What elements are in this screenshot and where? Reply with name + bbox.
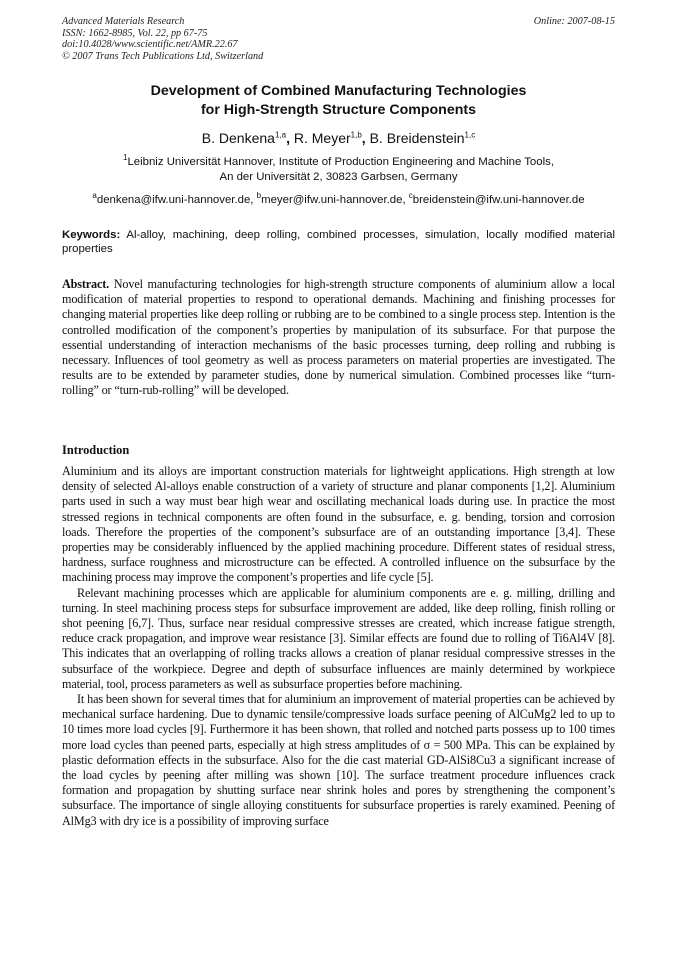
paragraph: Aluminium and its alloys are important construction materials for lightweight applications. High strength at low density of selected Al-alloys enable construction of a variety of structure and planar components [1,2]. Aluminium parts used in such a way must bear high wear and oscillating mechanical loads during use. In practice the most stressed regions in technical components are often found in the subsurface, e. g. bending, torsion and corrosion loads. Therefore the properties of the component’s subsurface are of an outstanding importance [3,4]. These properties may be considerably influenced by the applied machining procedure. Different states of residual stress, hardness, surface roughness and microstructure can be effected. A controlled influence on the subsurface by the machining process may improve the component’s properties and life cycle [5]. xyxy=(62,464,615,585)
email-list xyxy=(62,193,615,208)
title-line-2: for High-Strength Structure Components xyxy=(200,102,477,118)
keywords-label: Keywords: xyxy=(62,229,121,241)
affiliation-line-1 xyxy=(62,155,615,170)
issn-line: ISSN: 1662-8985, Vol. 22, pp 67-75 xyxy=(62,27,208,39)
paragraph: It has been shown for several times that for aluminium an improvement of material properties can be achieved by mechanical surface hardening. Due to dynamic tensile/compressive loads surface peening of AlCuMg2 led to up to 10 times more load cycles [9]. Furthermore it has been shown, that rolled and notched parts possess up to 100 times more load cycles than peened parts, especially at high stress amplitudes of σ = 500 MPa. This can be explained by plastic deformation effects in the subsurface. Also for the die cast material GD-AlSi8Cu3 a significant increase of the load cycles by peening after milling was shown [10]. The surface treatment procedure influences crack formation and propagation by shutting surface near shrink holes and pores by strengthening the component’s subsurface. The importance of single alloying constituents for subsurface properties is rarely examined. Peening of AlMg3 with dry ice is a possibility of improving surface xyxy=(62,692,615,828)
journal-header xyxy=(62,16,442,62)
title-line-1: Development of Combined Manufacturing Technologies xyxy=(150,83,527,99)
author-affiliation-mark: 1,a xyxy=(274,130,287,140)
author-list xyxy=(62,129,615,147)
author-affiliation-mark: 1,b xyxy=(350,130,362,140)
email-address: meyer@ifw.uni-hannover.de, xyxy=(261,194,409,206)
doi-line: doi:10.4028/www.scientific.net/AMR.22.67 xyxy=(62,39,238,51)
online-date: Online: 2007-08-15 xyxy=(533,16,615,27)
keywords-text: Al-alloy, machining, deep rolling, combined processes, simulation, locally modified material properties xyxy=(62,229,615,255)
author-name: B. Breidenstein xyxy=(369,130,465,146)
author-separator: , xyxy=(286,130,294,146)
affiliation-address: An der Universität 2, 30823 Garbsen, Germany xyxy=(219,171,458,183)
journal-name: Advanced Materials Research xyxy=(62,16,185,27)
email-mark: a xyxy=(92,191,97,201)
email-mark: c xyxy=(408,191,413,201)
author-name: R. Meyer xyxy=(293,130,351,146)
abstract-label: Abstract. xyxy=(62,277,110,291)
paragraph: Relevant machining processes which are applicable for aluminium components are e. g. milling, drilling and turning. In steel machining process steps for subsurface improvement are added, like deep rolling, finish rolling or shot peening [6,7]. Thus, surface near residual compressive stresses are created, which increase fatigue strength, reduce crack propagation, and improve wear resistance [3]. Similar effects are found due to rolling of Ti6Al4V [8]. This indicates that an overlapping of rolling tracks allows a creation of planar residual compressive stresses in the subsurface of the workpiece. Degree and depth of subsurface influences are mainly determined by workpiece material, tool, process parameters as well as subsurface properties before machining. xyxy=(62,585,615,691)
author-separator: , xyxy=(361,130,370,146)
email-address: breidenstein@ifw.uni-hannover.de xyxy=(412,194,585,206)
copyright-line: © 2007 Trans Tech Publications Ltd, Switzerland xyxy=(62,50,264,62)
abstract-text: Novel manufacturing technologies for high-strength structure components of aluminium allow a local modification of material properties to respond to operational demands. Machining and finishing processes for changing material properties like deep rolling or rubbing are to be combined to a single process step. Intention is the controlled modification of the component’s properties by manipulation of its subsurface. For that purpose the essential understanding of interaction mechanisms of the basic processes turning, deep rolling and rubbing is necessary. Influences of tool geometry as well as process parameters on material properties are investigated. The results are to be extended by parameter studies, done by numerical simulation. Combined processes like “turn-rolling” or “turn-rub-rolling” will be developed. xyxy=(62,277,615,398)
affiliation xyxy=(62,155,615,185)
abstract xyxy=(62,277,615,399)
introduction-body xyxy=(62,464,615,829)
author-affiliation-mark: 1,c xyxy=(464,130,476,140)
paper-title xyxy=(62,82,615,120)
email-address: denkena@ifw.uni-hannover.de, xyxy=(96,194,257,206)
section-heading-introduction: Introduction xyxy=(62,443,130,457)
email-mark: b xyxy=(256,191,262,201)
author-name: B. Denkena xyxy=(201,130,275,146)
affiliation-institute: Leibniz Universität Hannover, Institute of Production Engineering and Machine Tools, xyxy=(127,156,554,168)
keywords xyxy=(62,229,615,256)
affiliation-mark: 1 xyxy=(122,153,128,163)
